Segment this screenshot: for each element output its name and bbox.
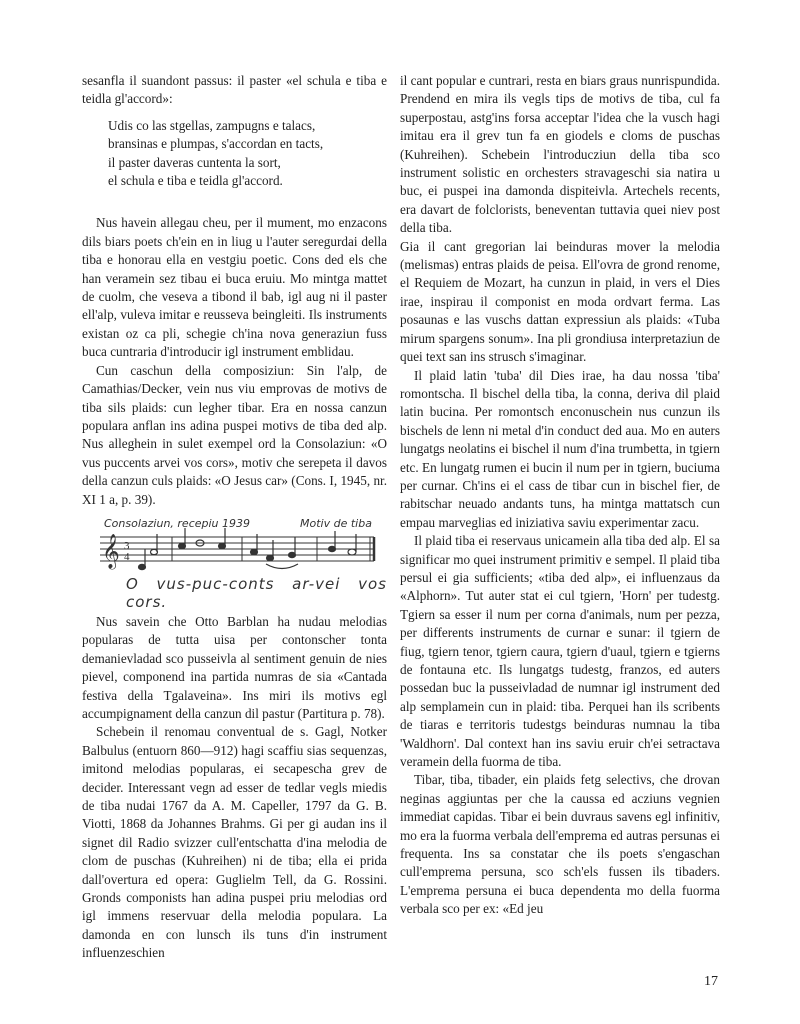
- body-paragraph: Gia il cant gregorian lai beinduras mover la melodia (melismas) entras plaids de peisa. Ell'ovra de grond renome, el Requiem de Mozart, ha cunzun in plaid, in vers el Dies irae, inspirau il componist en moda ordvart ferma. Las posaunas e las vuschs dattan expressiun als plaids: «Tuba mirum spargens sonum». Ina pli grondiusa interpretaziun de quei text san ins strusch s'imaginar.: [400, 238, 720, 365]
- body-paragraph: Il plaid tiba ei reservaus unicamein alla tiba ded alp. El sa significar mo quei instrument primitiv e sempel. Il plaid tiba persul ei gia sufficients; «tiba ded alp», ei influenzaus da «Alphorn». Tut auter stat ei cul tgiern, 'Horn' per tudestg. Tgiern sa esser il num per corna d'animals, num per pezza, per differents instruments de curnar e sunar: il tgiern de fiug, tgiern tenor, tgiern caura, tgiern d'uaul, tgiern e tgierns de fontauna etc. Ils lungatgs tudestg, franzos, ed auters possedan buc la pusseivladad de numnar igl instrument ded alp semplamein cun in plaid: tiba. Perquei han ils scribents de tiaras e territoris tudestgs beinduras numnau la tiba 'Waldhorn'. Dal context han ins saviu eruir ch'ei setractava veramein della fuorma de tiba.: [400, 533, 720, 770]
- score-lyrics: O vus-puc-conts ar-vei vos cors.: [126, 574, 387, 612]
- poem-line: il paster daveras cuntenta la sort,: [108, 154, 281, 170]
- body-paragraph: il cant popular e cuntrari, resta en biars graus nunrispundida. Prendend en mira ils vegls tips de motivs de tiba, cul fa superpostau, astg'ins forsa acceptar l'idea che la vusch hagi imitau era il grev tun fa en giodels e cloms de puschas (Kuhreihen). Schebein l'introducziun della tiba sco instrument solistic en orchesters stravageschi sia natira u buc, ei puspei ina damonda dispiteivla. Artechels recents, era davart de folclorists, beneventan tuttavia quei niev post della tiba.: [400, 73, 720, 236]
- left-column: [82, 72, 387, 963]
- svg-text:𝄞: 𝄞: [102, 533, 120, 569]
- right-column: [400, 72, 720, 919]
- svg-text:4: 4: [124, 550, 130, 563]
- music-score-figure: [82, 516, 387, 612]
- poem-stanza: [108, 117, 387, 191]
- body-paragraph: Il plaid latin 'tuba' dil Dies irae, ha dau nossa 'tiba' romontscha. Il bischel della tiba, la conna, deriva dil plaid latin bucina. Per romontsch enconuschein nus cunzun ils bischels de lenn ni metal d'in conduct ded aua. Mo en auters lungatgs neolatins ei bischel il num d'ina trumbetta, in tgiern etc. En lungatg rumen ei bucin il num per in tgiern, buciuma per curnar. Ch'ins ei el cass de tibar cun in bischel fier, de rabitschar neuado andants tuns, ha mintga mattatsch cun empau marveglias ed iniziativa saviu experimentar zacu.: [400, 367, 720, 530]
- poem-line: Udis co las stgellas, zampugns e talacs,: [108, 117, 316, 133]
- intro-paragraph: sesanfla il suandont passus: il paster «el schula e tiba e teidla gl'accord»:: [82, 73, 387, 107]
- body-paragraph: Cun caschun della composiziun: Sin l'alp, de Camathias/Decker, vein nus viu emprovas de motivs de tiba sils plaids: cun legher tibar. Era en nossa canzun populara anflan ins adina puspei motivs de tiba ded alp. Nus alleghein in sulet exempel ord la Consolaziun: «O vus puccents arvei vos cors», motiv che serepeta il davos della canzun culs plaids: «O Jesus car» (Cons. I, 1945, nr. XI 1 a, p. 39).: [82, 362, 387, 507]
- body-paragraph: Nus savein che Otto Barblan ha nudau melodias popularas de tutta uisa per contonscher tonta demanievladad sco pusseivla al sentiment genuin de nies pievel, componend ina partida numras de sia «Cantada festiva della Tgalaveina». Ins miri ils motivs egl accumpignament della canzun dil pastur (Partitura p. 78).: [82, 613, 387, 721]
- body-paragraph: Nus havein allegau cheu, per il mument, mo enzacons dils biars poets ch'ein en in liug u l'auter seregurdai della tiba e honorau ella en vestgiu poetic. Cons ded els che han veramein sez tibau ei buca eruiu. Mo mintga mattet de cuolm, che veseva a tibond il bab, igl aug ni il paster ell'alp, vuleva imitar e reusseva beingleiti. Ils instruments existan oz ca pli, schegie ch'ina nova generaziun fuss buca cuntraria d'introducir igl instrument emblidau.: [82, 215, 387, 360]
- poem-line: el schula e tiba e teidla gl'accord.: [108, 173, 283, 189]
- score-motif-label: Motiv de tiba: [300, 516, 372, 530]
- score-title: Consolaziun, recepiu 1939: [104, 516, 251, 530]
- poem-line: bransinas e plumpas, s'accordan en tacts,: [108, 136, 324, 152]
- svg-text:3: 3: [124, 539, 130, 552]
- page-number: 17: [704, 974, 718, 989]
- body-paragraph: Schebein il renomau conventual de s. Gagl, Notker Balbulus (entuorn 860—912) hagi scaffiu sias sequenzas, imitond melodias popularas, ei secapescha grev de decider. Interessant vegn ad esser de tedlar vegls miedis de tiba nudai 1767 da A. M. Capeller, 1797 da G. B. Viotti, 1868 da Johannes Brahms. Gi per gi audan ins il signet dil Radio svizzer cull'entschatta d'ina melodia de clom de puschas (Kuhreihen) ni de tiba; ella ei prida dall'overtura ed opera: Guglielm Tell, da G. Rossini. Gronds componists han adina puspei priu melodias ord igl immens reservuar della melodia populara. La damonda en con lunsch ils tuns d'in instrument influenzeschien: [82, 724, 387, 961]
- body-paragraph: Tibar, tiba, tibader, ein plaids fetg selectivs, che drovan neginas aggiuntas per che la caussa ed acziuns vegnien immediat capidas. Tibar ei bein duvraus savens egl infinitiv, mo era la fuorma verbala dell'emprema ed autras persunas ei frequenta. Ins sa constatar che ils poets s'engaschan cull'emprema persuna, sco sch'els fussen ils tibaders. L'emprema persuna ei buca dependenta mo della fuorma verbala sco per ex: «Ed jeu: [400, 772, 720, 917]
